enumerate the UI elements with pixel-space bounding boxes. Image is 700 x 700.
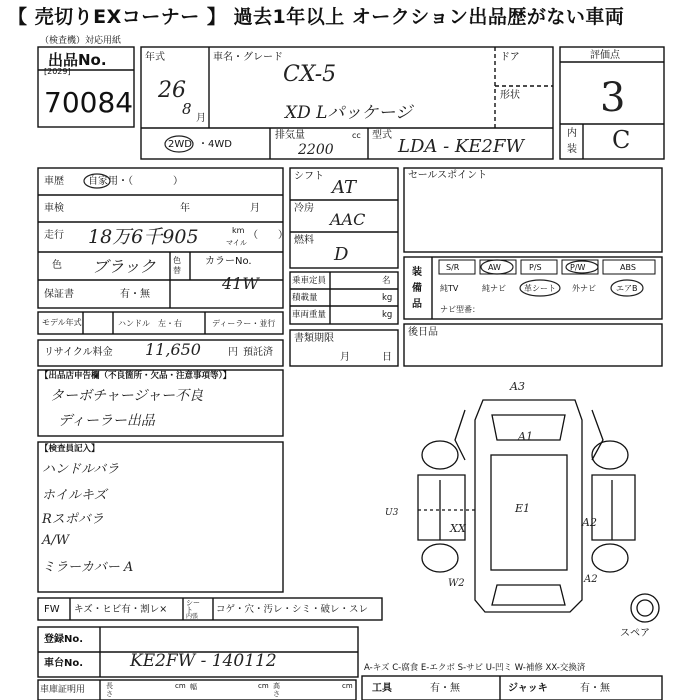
car-name-value: CX-5 (283, 62, 337, 87)
lot-number: 70084 (44, 86, 134, 119)
color-no-value: 41W (222, 274, 259, 293)
model-type-value: LDA - KE2FW (398, 136, 524, 157)
jack-label: ジャッキ (508, 683, 548, 694)
defects-label: 【出品店申告欄（不良箇所・欠品・注意事項等）】 (40, 371, 232, 381)
recycle-unit: 円 (228, 347, 238, 358)
reg-deadline-label: 書類期限 (294, 333, 334, 344)
history-value: 自家用・（ ） (88, 176, 183, 187)
interior-label-1: 内 (567, 128, 577, 139)
warranty-value: 有・無 (120, 289, 150, 300)
car-name-label: 車名・グレード (213, 52, 283, 63)
equip-tv: 純TV (440, 284, 459, 293)
interior-label-2: 装 (567, 144, 577, 155)
lot-label: 出品No. (48, 51, 107, 69)
registration-label: 登録No. (44, 634, 84, 645)
equipment-label-3: 品 (412, 299, 422, 310)
seat-label-2: ト (186, 606, 193, 614)
capacity-unit: 名 (382, 276, 391, 286)
inspector-line-3: Rスポバラ (42, 512, 104, 527)
damage-legend: A-キズ C-腐食 E-エクボ S-サビ U-凹ミ W-補修 XX-交換済 (364, 663, 586, 673)
equip-ps: P/S (529, 263, 542, 272)
displacement-value: 2200 (298, 142, 334, 158)
seat-label-1: シー (186, 599, 200, 607)
inspection-year-unit: 年 (180, 203, 190, 214)
cert-width: 幅 (190, 683, 197, 691)
cert-unit-2: cm (258, 682, 269, 690)
inspector-line-5: ミラーカバー A (42, 560, 134, 575)
jack-value: 有・無 (580, 683, 610, 694)
ac-value: AAC (330, 210, 366, 229)
door-label: ドア (500, 52, 520, 63)
inspector-line-4: A/W (42, 533, 70, 548)
cert-label: 車庫証明用 (40, 685, 86, 695)
defects-line-1: ターボチャージャー不良 (50, 388, 204, 404)
equip-aw: AW (488, 263, 501, 272)
chassis-value: KE2FW - 140112 (130, 651, 277, 671)
diagram-mark-a2-right: A2 (582, 516, 597, 529)
load-unit: kg (382, 293, 393, 303)
diagram-mark-xx: XX (450, 522, 466, 535)
drive-option-2wd: 2WD (168, 139, 192, 150)
inspector-line-1: ハンドルバラ (42, 462, 120, 477)
load-label: 積載量 (292, 293, 318, 303)
spare-label: スペア (620, 628, 650, 639)
diagram-mark-e1: E1 (515, 502, 531, 515)
model-type-label: 型式 (372, 130, 392, 141)
color-label: 色 (52, 260, 62, 271)
diagram-mark-a3: A3 (510, 380, 525, 393)
shift-value: AT (332, 177, 357, 198)
inspection-month-unit: 月 (250, 203, 260, 214)
diagram-mark-a1: A1 (518, 430, 533, 443)
diagram-mark-w2: W2 (448, 578, 465, 589)
top-note: （検査機）対応用紙 (40, 36, 122, 46)
fuel-label: 燃料 (294, 235, 314, 246)
year-label: 年式 (145, 52, 165, 63)
mileage-value: 18万6千905 (88, 226, 199, 248)
cert-unit-1: cm (175, 682, 186, 690)
recycle-note: 預託済 (243, 347, 273, 358)
mileage-paren: （ ） (248, 230, 288, 241)
page-header: 【 売切りEXコーナー 】 過去1年以上 オークション出品歴がない車両 (0, 0, 700, 36)
capacity-label: 乗車定員 (292, 276, 327, 286)
mileage-label: 走行 (44, 230, 64, 241)
fw-label: FW (44, 604, 60, 615)
year-value: 26 (158, 78, 186, 103)
defects-line-2: ディーラー出品 (58, 413, 155, 429)
diagram-mark-a2-rear: A2 (584, 574, 598, 585)
lot-code: [2029] (44, 67, 71, 76)
dealer-label: ディーラー・並行 (212, 319, 276, 328)
equip-pw: P/W (570, 263, 586, 272)
equip-abs: ABS (620, 263, 636, 272)
car-grade-value: XD Lパッケージ (285, 103, 413, 123)
year-month-unit: 月 (196, 113, 206, 124)
navi-model-label: ナビ型番： (440, 305, 480, 314)
chassis-label: 車台No. (44, 658, 84, 669)
equip-ext-navi: 外ナビ (572, 284, 596, 293)
warranty-label: 保証書 (44, 289, 74, 300)
ac-label: 冷房 (294, 203, 314, 214)
weight-unit: kg (382, 310, 393, 320)
mileage-unit-mile: マイル (226, 239, 247, 247)
equipment-label-1: 装 (412, 267, 422, 278)
handle-label: ハンドル (118, 319, 150, 328)
inspector-label: 【検査員記入】 (40, 444, 100, 454)
shape-label: 形状 (500, 90, 520, 101)
seat-label-3: 内張 (186, 613, 199, 620)
handle-value: 左・右 (158, 319, 182, 328)
score-value: 3 (600, 75, 626, 121)
model-year-label: モデル年式 (42, 318, 82, 327)
mileage-unit-km: km (232, 226, 245, 235)
seat-text: コゲ・穴・汚レ・シミ・破レ・スレ (216, 604, 369, 615)
equip-airbag: エアB (616, 284, 638, 293)
displacement-unit: cc (352, 131, 361, 140)
after-install-label: 後日品 (408, 327, 438, 338)
color-change-label: 色替 (173, 256, 181, 275)
fuel-value: D (334, 244, 349, 265)
history-label: 車歴 (44, 176, 64, 187)
equipment-label-2: 備 (412, 283, 422, 294)
interior-value: C (612, 126, 631, 154)
sales-point-label: セールスポイント (408, 170, 488, 181)
color-no-label: カラーNo. (205, 256, 252, 267)
cert-length: 長さ (106, 682, 113, 698)
equip-sr: S/R (446, 263, 460, 272)
recycle-label: リサイクル料金 (44, 347, 113, 358)
diagram-mark-u3: U3 (385, 508, 399, 518)
cert-height: 高さ (273, 682, 280, 698)
reg-deadline-month: 月 (340, 352, 350, 363)
displacement-label: 排気量 (275, 130, 305, 141)
inspector-line-2: ホイルキズ (42, 488, 107, 503)
weight-label: 車両重量 (292, 310, 327, 320)
tools-value: 有・無 (430, 683, 460, 694)
inspection-label: 車検 (44, 203, 64, 214)
reg-deadline-day: 日 (382, 352, 392, 363)
tools-label: 工具 (372, 683, 392, 694)
year-month: 8 (182, 100, 192, 118)
cert-unit-3: cm (342, 682, 353, 690)
equip-leather: 革シート (524, 284, 556, 293)
score-label: 評価点 (590, 50, 620, 61)
drive-option-4wd: ・4WD (198, 139, 232, 150)
equip-navi: 純ナビ (482, 284, 506, 293)
color-value: ブラック (92, 257, 156, 276)
recycle-value: 11,650 (145, 340, 201, 359)
shift-label: シフト (294, 171, 324, 182)
fw-text: キズ・ヒビ有・割レ× (74, 604, 168, 615)
